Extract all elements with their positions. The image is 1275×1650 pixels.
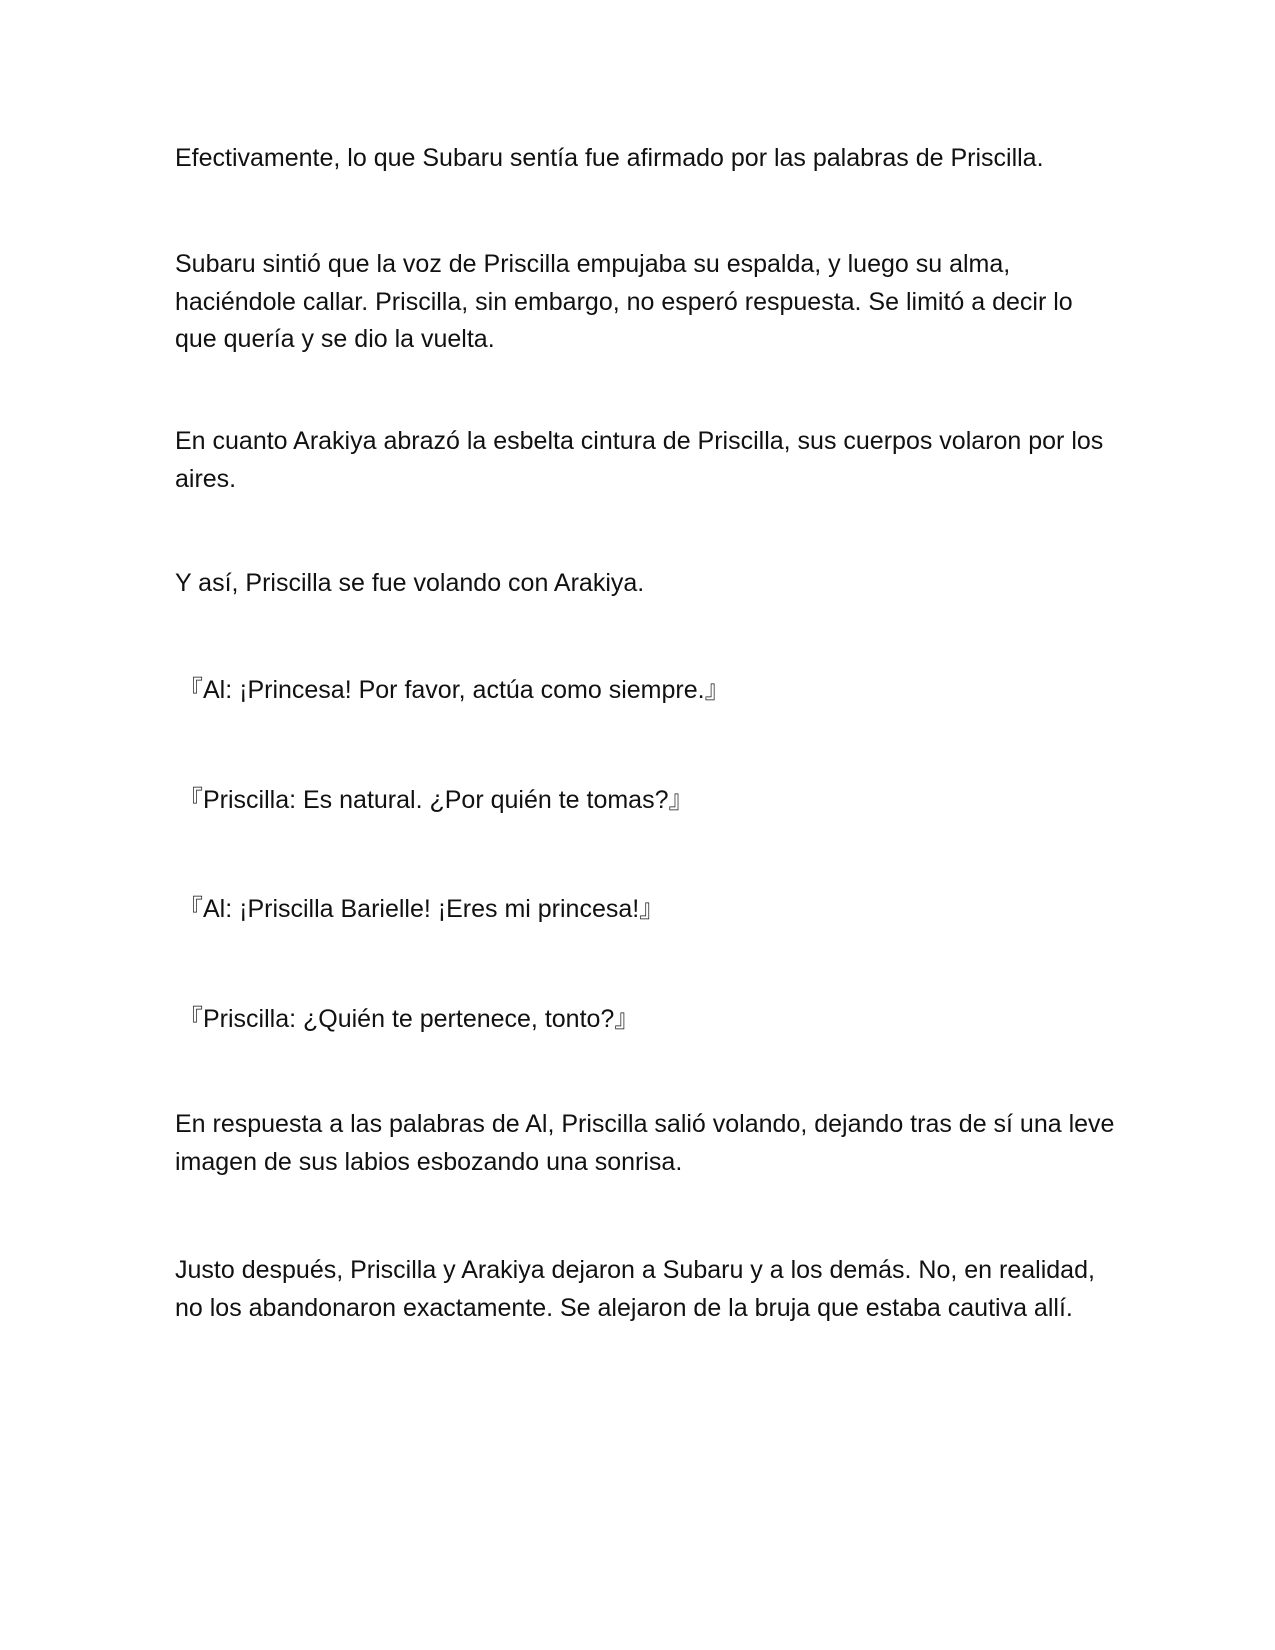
paragraph: En cuanto Arakiya abrazó la esbelta cintura de Priscilla, sus cuerpos volaron por los aires. [175,427,1111,493]
paragraph: Justo después, Priscilla y Arakiya dejaron a Subaru y a los demás. No, en realidad, no los abandonaron exactamente. Se alejaron de la bruja que estaba cautiva allí. [175,1256,1102,1322]
dialogue-line: 『Priscilla: Es natural. ¿Por quién te tomas?』 [178,786,694,814]
dialogue-line: 『Al: ¡Priscilla Barielle! ¡Eres mi princesa!』 [178,895,665,923]
paragraph: Y así, Priscilla se fue volando con Arakiya. [175,569,645,597]
paragraph: Efectivamente, lo que Subaru sentía fue afirmado por las palabras de Priscilla. [175,144,1044,172]
paragraph: Subaru sintió que la voz de Priscilla empujaba su espalda, y luego su alma, haciéndole callar. Priscilla, sin embargo, no esperó respuesta. Se limitó a decir lo que quería y se dio la vuelta. [175,250,1080,353]
dialogue-line: 『Priscilla: ¿Quién te pertenece, tonto?』 [178,1005,640,1033]
dialogue-line: 『Al: ¡Princesa! Por favor, actúa como siempre.』 [178,676,730,704]
paragraph: En respuesta a las palabras de Al, Priscilla salió volando, dejando tras de sí una leve imagen de sus labios esbozando una sonrisa. [175,1110,1122,1176]
